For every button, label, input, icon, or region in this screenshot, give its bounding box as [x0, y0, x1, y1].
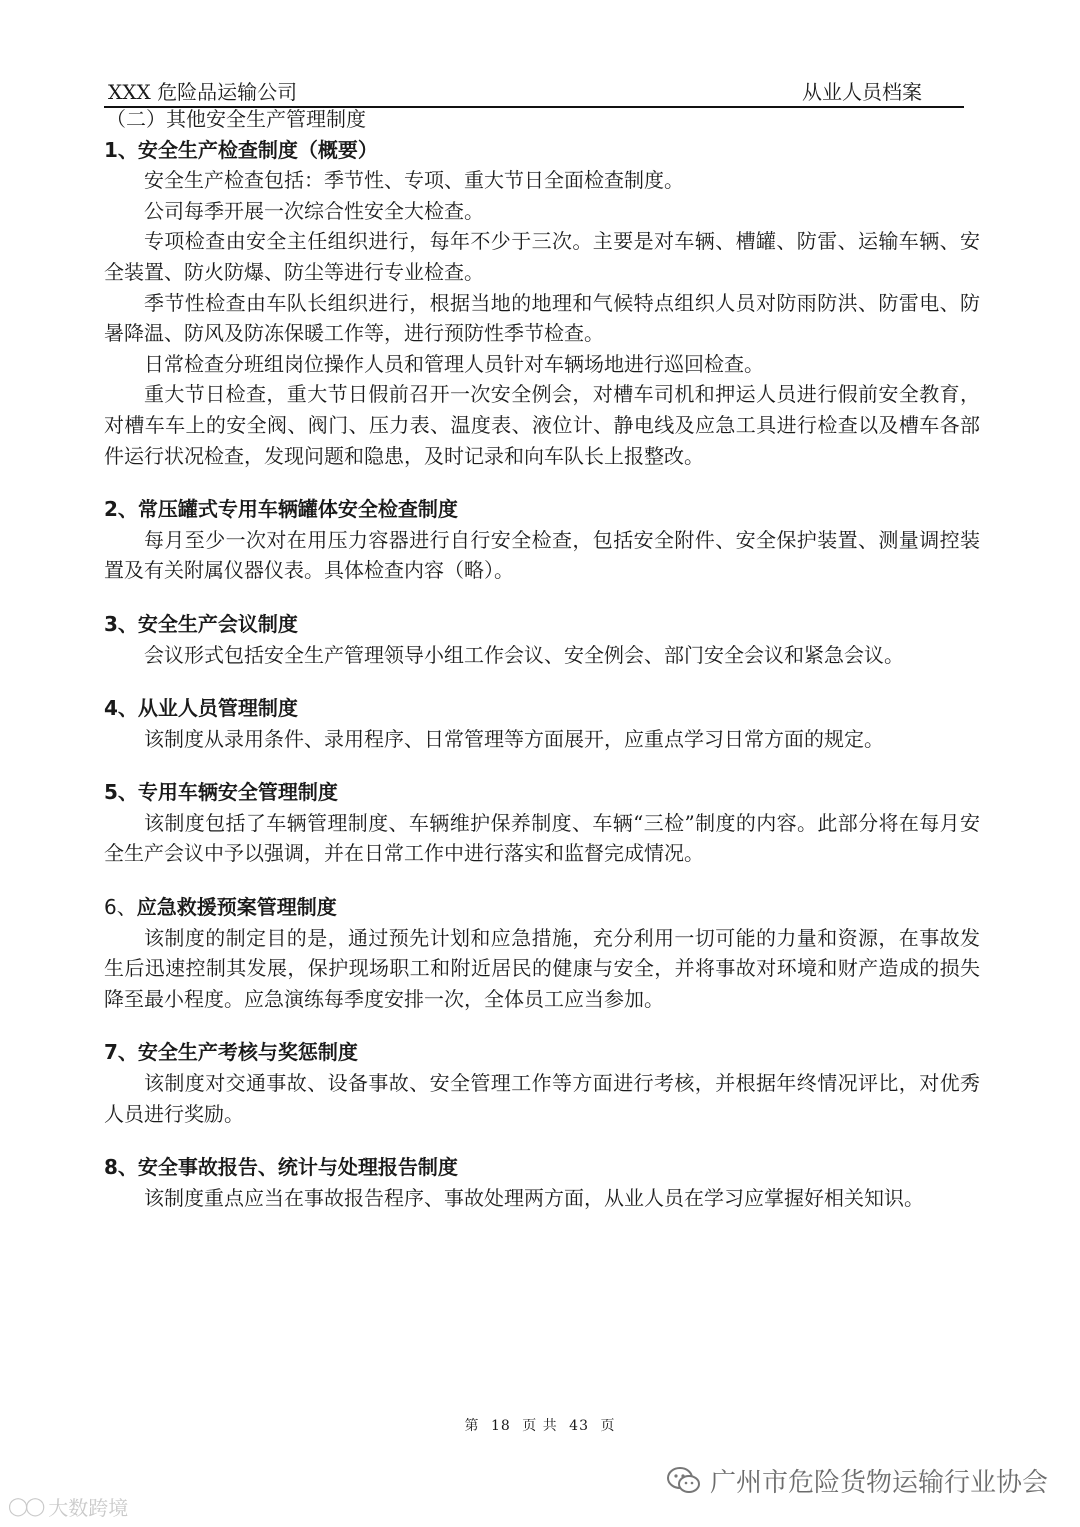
section-paragraph: 该制度重点应当在事故报告程序、事故处理两方面，从业人员在学习应掌握好相关知识。 [144, 1185, 924, 1210]
section-title: 从业人员管理制度 [137, 696, 298, 721]
section-title: 安全生产考核与奖惩制度 [137, 1040, 358, 1065]
section-title: 常压罐式专用车辆罐体安全检查制度 [137, 497, 458, 522]
policy-section [104, 494, 980, 586]
section-number: 4、 [104, 696, 138, 721]
policy-section [104, 609, 980, 670]
watermark-association [666, 1462, 1048, 1499]
section-heading [104, 1152, 980, 1183]
sections-list [104, 135, 980, 1214]
section-heading [104, 892, 980, 923]
policy-section [104, 1037, 980, 1129]
footer-mid: 页 共 [522, 1418, 558, 1434]
policy-section [104, 135, 980, 472]
page-footer [0, 1415, 1080, 1435]
section-heading [104, 609, 980, 640]
page-number: 18 [490, 1418, 511, 1434]
section-paragraph: 公司每季开展一次综合性安全大检查。 [144, 198, 484, 223]
wechat-icon [666, 1466, 702, 1496]
section-heading [104, 777, 980, 808]
document-body [104, 104, 980, 1236]
section-heading [104, 1037, 980, 1068]
company-name: XXX 危险品运输公司 [108, 80, 298, 104]
watermark-brand-text: 大数跨境 [48, 1496, 129, 1520]
section-paragraph: 日常检查分班组岗位操作人员和管理人员针对车辆场地进行巡回检查。 [144, 351, 764, 376]
section-number: 7、 [104, 1040, 138, 1065]
section-heading [104, 494, 980, 525]
section-title: 专用车辆安全管理制度 [137, 780, 338, 805]
section-number: 3、 [104, 611, 138, 636]
brand-logo-icon: ◯◯ [8, 1496, 43, 1517]
section-title: 安全事故报告、统计与处理报告制度 [137, 1155, 458, 1180]
section-number: 8、 [104, 1155, 138, 1180]
policy-section [104, 892, 980, 1014]
document-type: 从业人员档案 [802, 80, 922, 104]
policy-section [104, 1152, 980, 1213]
section-number: 2、 [104, 497, 138, 522]
section-title: 应急救援预案管理制度 [136, 895, 337, 920]
policy-section [104, 693, 980, 754]
watermark-brand [8, 1492, 128, 1521]
section-title: 安全生产会议制度 [137, 611, 298, 636]
section-paragraph: 该制度的制定目的是，通过预先计划和应急措施，充分利用一切可能的力量和资源，在事故发生后迅速控制其发展，保护现场职工和附近居民的健康与安全，并将事故对环境和财产造成的损失降至最小程度。应急演练每季度安排一次，全体员工应当参加。 [104, 925, 980, 1011]
section-paragraph: 会议形式包括安全生产管理领导小组工作会议、安全例会、部门安全会议和紧急会议。 [144, 642, 904, 667]
section-heading [104, 135, 980, 166]
section-heading [104, 693, 980, 724]
page-total: 43 [569, 1418, 589, 1434]
section-number: 1、 [104, 137, 138, 162]
section-number: 5、 [104, 780, 138, 805]
section-subtitle: （二）其他安全生产管理制度 [106, 107, 366, 131]
section-paragraph: 季节性检查由车队长组织进行，根据当地的地理和气候特点组织人员对防雨防洪、防雷电、防暑降温、防风及防冻保暖工作等，进行预防性季节检查。 [104, 290, 980, 346]
section-paragraph: 该制度包括了车辆管理制度、车辆维护保养制度、车辆“三检”制度的内容。此部分将在每月安全生产会议中予以强调，并在日常工作中进行落实和监督完成情况。 [104, 810, 980, 866]
section-paragraph: 每月至少一次对在用压力容器进行自行安全检查，包括安全附件、安全保护装置、测量调控装置及有关附属仪器仪表。具体检查内容（略）。 [104, 527, 980, 583]
section-paragraph: 该制度从录用条件、录用程序、日常管理等方面展开，应重点学习日常方面的规定。 [144, 726, 884, 751]
watermark-association-text: 广州市危险货物运输行业协会 [709, 1468, 1048, 1498]
section-number: 6、 [104, 895, 137, 920]
policy-section [104, 777, 980, 869]
section-title: 安全生产检查制度（概要） [137, 137, 378, 162]
footer-prefix: 第 [464, 1418, 480, 1434]
section-paragraph: 专项检查由安全主任组织进行，每年不少于三次。主要是对车辆、槽罐、防雷、运输车辆、安全装置、防火防爆、防尘等进行专业检查。 [104, 229, 980, 284]
section-paragraph: 重大节日检查，重大节日假前召开一次安全例会，对槽车司机和押运人员进行假前安全教育，对槽车车上的安全阀、阀门、压力表、温度表、液位计、静电线及应急工具进行检查以及槽车各部件运行状况检查，发现问题和隐患，及时记录和向车队长上报整改。 [104, 382, 980, 468]
footer-suffix: 页 [600, 1418, 616, 1434]
section-paragraph: 安全生产检查包括：季节性、专项、重大节日全面检查制度。 [144, 168, 684, 193]
section-paragraph: 该制度对交通事故、设备事故、安全管理工作等方面进行考核，并根据年终情况评比，对优秀人员进行奖励。 [104, 1071, 980, 1126]
